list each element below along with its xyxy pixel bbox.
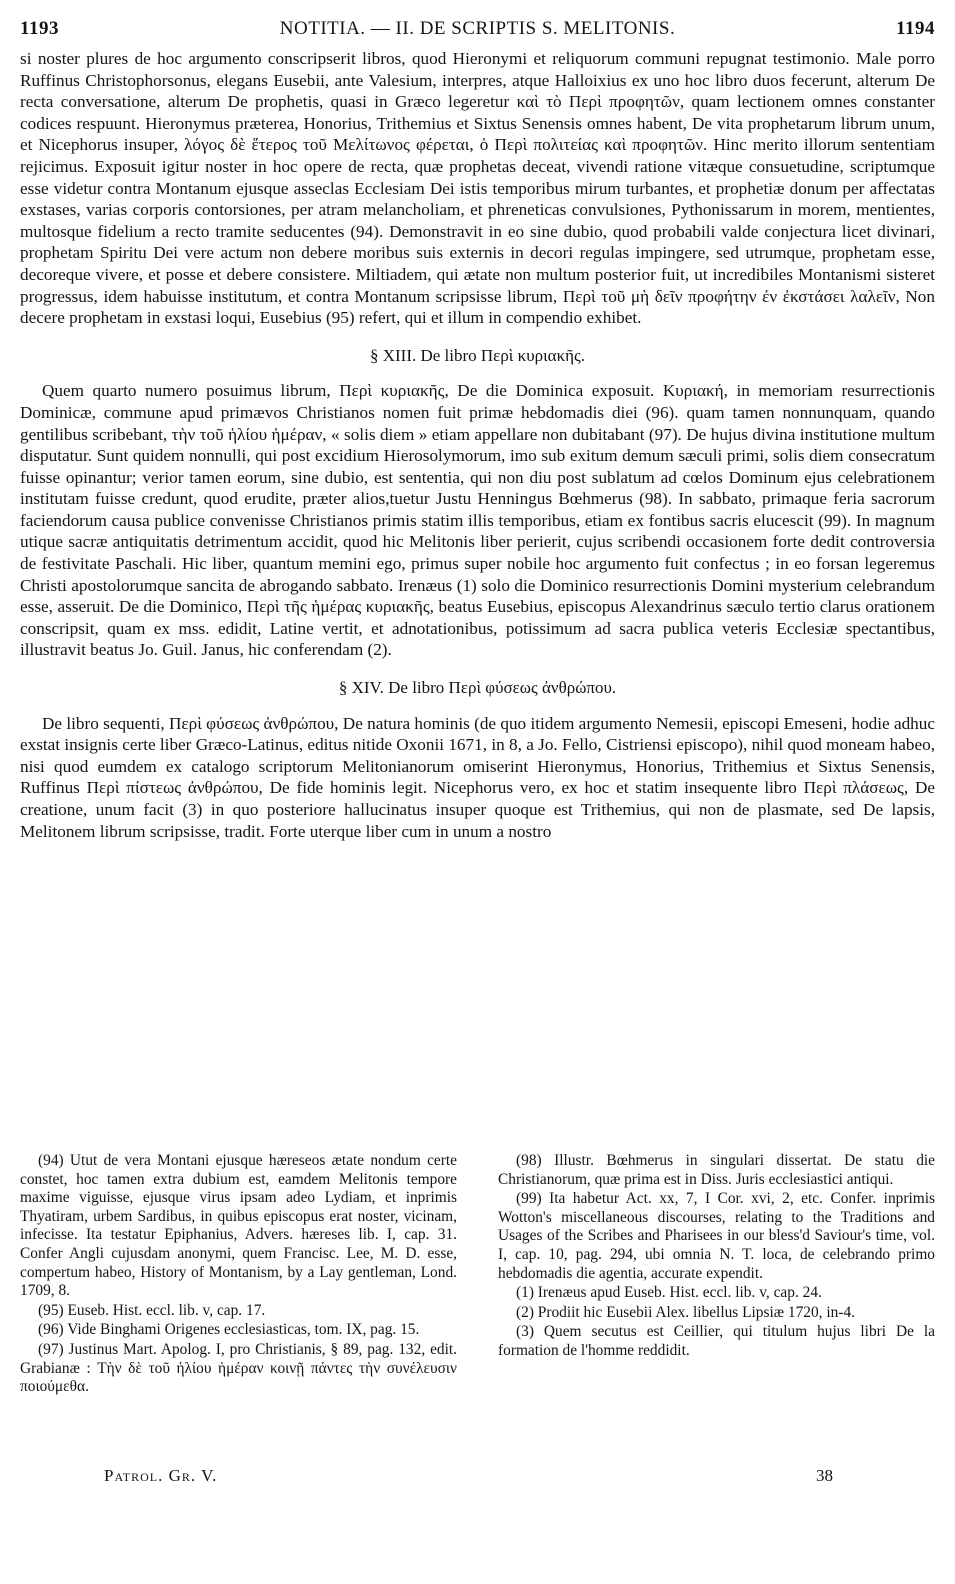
footnote-1: (1) Irenæus apud Euseb. Hist. eccl. lib. v, cap. 24. (516, 1284, 822, 1302)
footnote-3: (3) Quem secutus est Ceillier, qui titulum hujus libri De la formation de l'homme reddidit. (498, 1323, 935, 1359)
footnote-96: (96) Vide Binghami Origenes ecclesiasticas, tom. IX, pag. 15. (38, 1321, 420, 1339)
footnote-97: (97) Justinus Mart. Apolog. I, pro Christianis, § 89, pag. 132, edit. Grabianæ : Τὴν δὲ τοῦ ἡλίου ἡμέραν κοινῇ πάντες τὴν συνέλευσιν ποιούμεθα. (20, 1340, 457, 1396)
main-text (20, 48, 935, 842)
footnote-2: (2) Prodiit hic Eusebii Alex. libellus Lipsiæ 1720, in-4. (516, 1303, 855, 1321)
footnote-95: (95) Euseb. Hist. eccl. lib. v, cap. 17. (38, 1301, 266, 1319)
running-title: NOTITIA. — II. DE SCRIPTIS S. MELITONIS. (279, 18, 676, 39)
page-header (20, 14, 935, 48)
section-14-title: § XIV. De libro Περὶ φύσεως ἀνθρώπου. (338, 678, 617, 698)
section-13-title: § XIII. De libro Περὶ κυριακῆς. (369, 345, 586, 365)
page-signature-number: 38 (816, 1466, 833, 1485)
right-column-number: 1194 (896, 18, 935, 39)
section-13-paragraph: Quem quarto numero posuimus librum, Περὶ κυριακῆς, De die Dominica exposuit. Κυριακή, in memoriam resurrectionis Dominicæ, commune apud primævos Christianos nomen fuit primæ hebdomadis diei (96). quam tamen nonnunquam, quando gentilibus scribebant, τὴν τοῦ ἡλίου ἡμέραν, « solis diem » etiam appellare non dubitabant (97). De hujus divina institutione multum disputatur. Sunt quidem nonnulli, qui post excidium Hierosolymorum, imo sub exitum demum sæculi primi, solis diem consecratum fuisse opinantur; verior tamen eorum, sine dubio, est sententia, qui non diu post sublatum ad cœlos Dominum ejus celebrationem institutam fuisse credunt, quod erudite, præter alios,tuetur Justu Henningus Bœhmerus (98). In sabbato, primaque feria sacrorum faciendorum causa publice convenisse Christianos primis statim illis temporibus, etiam ex fontibus sacris elucescit (99). In magnum utique sacræ antiquitatis detrimentum accidit, quod hic Melitonis liber perierit, cujus scribendi occasionem forte dedit controversia de festivitate Paschali. Hic liber, quantum memini ego, primus super nobile hoc argumento fuit confectus ; in eo forsan legeremus Christi apostolorumque sancita de abrogando sabbato. Irenæus (1) solo die Dominico resurrectionis Domini mysterium celebrandum esse, asseruit. De die Dominico, Περὶ τῆς ἡμέρας κυριακῆς, beatus Eusebius, episcopus Alexandrinus sæculo tertio clarus orationem conscripsit, quam ex mss. edidit, Latine vertit, et adnotationibus, potissimum ad sacra publica veteris Ecclesiæ spectantibus, illustravit beatus Jo. Guil. Janus, hic conferendam (2). (20, 381, 935, 660)
section-14-paragraph: De libro sequenti, Περὶ φύσεως ἀνθρώπου, De natura hominis (de quo itidem argumento Nemesii, episcopi Emeseni, hodie adhuc exstat insignis certe liber Græco-Latinus, editus nitide Oxonii 1671, in 8, a Jo. Fello, Cistriensi episcopo), nihil quod moneam habeo, nisi quod eumdem ex catalogo scriptorum Melitonianorum omiserint Hieronymus, Honorius, Trithemius et Sixtus Senensis, Ruffinus Περὶ πίστεως ἀνθρώπου, De fide hominis legit. Nicephorus vero, ex hoc et statim insequente libro Περὶ πλάσεως, De creatione, unum facit (3) in quo posteriore hallucinatus insuper quoque est Trithemius, qui non de plasmate, sed De lapsis, Melitonem librum scripsisse, tradit. Forte uterque liber cum in unum a nostro (20, 713, 935, 841)
footnote-94: (94) Utut de vera Montani ejusque hæreseos ætate nondum certe constet, hoc tamen extra dubium est, eamdem Melitonis tempore maxime viguisse, ejusque virus ipsam adeo Lydiam, et inprimis Thyatiram, urbem Sardibus, in quibus episcopus erat noster, vicinam, infecisse. Ita testatur Epiphanius, Advers. hæreses lib. I, cap. 31. Confer Angli cujusdam anonymi, quem Francisc. Lee, M. D. esse, compertum habeo, History of Montanism, by a Lay gentleman, Lond. 1709, 8. (20, 1152, 457, 1300)
paragraph-continuation: si noster plures de hoc argumento conscripserit libros, quod Hieronymi et reliquorum communi repugnat testimonio. Male porro Ruffinus Christophorsonus, elegans Eusebii, ante Valesium, interpres, atque Halloixius ex uno hoc libro duos fecerunt, alterum De recta conversatione, alterum De prophetis, quasi in Græco legeretur καὶ τὸ Περὶ προφητῶν, quam lectionem omnes constanter codices respuunt. Hieronymus præterea, Honorius, Trithemius et Sixtus Senensis omnes habent, De vita prophetarum librum unum, et Nicephorus insuper, λόγος δὲ ἕτερος τοῦ Μελίτωνος φέρεται, ὁ Περὶ πολιτείας καὶ προφητῶν. Hinc merito illorum sententiam rejicimus. Exposuit igitur noster in hoc opere de recta, quæ prophetas deceat, vivendi ratione vitæque consuetudine, scriptumque esse videtur contra Montanum ejusque asseclas Ecclesiam Dei istis temporibus mirum turbantes, et prophetiæ donum per affectatas exstases, varias corporis contorsiones, per atram melancholiam, et phreneticas convulsiones, Pythonissarum in morem, mentientes, multosque fidelium a recto tramite seducentes (94). Demonstravit in eo sine dubio, quod probabili valde conjectura licet divinari, prophetam Spiritu Dei vere actum non debere moribus suis externis in decori regulas impingere, sed utrumque, prophetam esse, decoreque vivere, et posse et debere consistere. Miltiadem, qui ætate non multum posterior fuit, ut incredibiles Montanismi sisteret progressus, idem habuisse institutum, et contra Montanum scripsisse librum, Περὶ τοῦ μὴ δεῖν προφήτην ἐν ἐκστάσει λαλεῖν, Non decere prophetam in exstasi loqui, Eusebius (95) refert, qui et illum in compendio exhibet. (20, 49, 935, 328)
page (20, 14, 935, 842)
footnotes-right-column (498, 1152, 935, 1362)
left-column-number: 1193 (20, 18, 59, 39)
page-footer (20, 1466, 935, 1490)
footnote-99: (99) Ita habetur Act. xx, 7, I Cor. xvi, 2, etc. Confer. inprimis Wotton's miscellaneous discourses, relating to the Traditions and Usages of the Scribes and Pharisees in our bless'd Saviour's time, vol. I, cap. 10, pag. 294, ubi omnia N. T. loca, de celebrando primo hebdomadis die agentia, accurate expendit. (498, 1190, 935, 1282)
series-signature: Patrol. Gr. V. (104, 1466, 218, 1485)
footnotes-left-column (20, 1152, 457, 1398)
footnote-98: (98) Illustr. Bœhmerus in singulari dissertat. De statu die Christianorum, quæ prima est in Diss. Juris ecclesiastici antiqui. (498, 1152, 935, 1188)
